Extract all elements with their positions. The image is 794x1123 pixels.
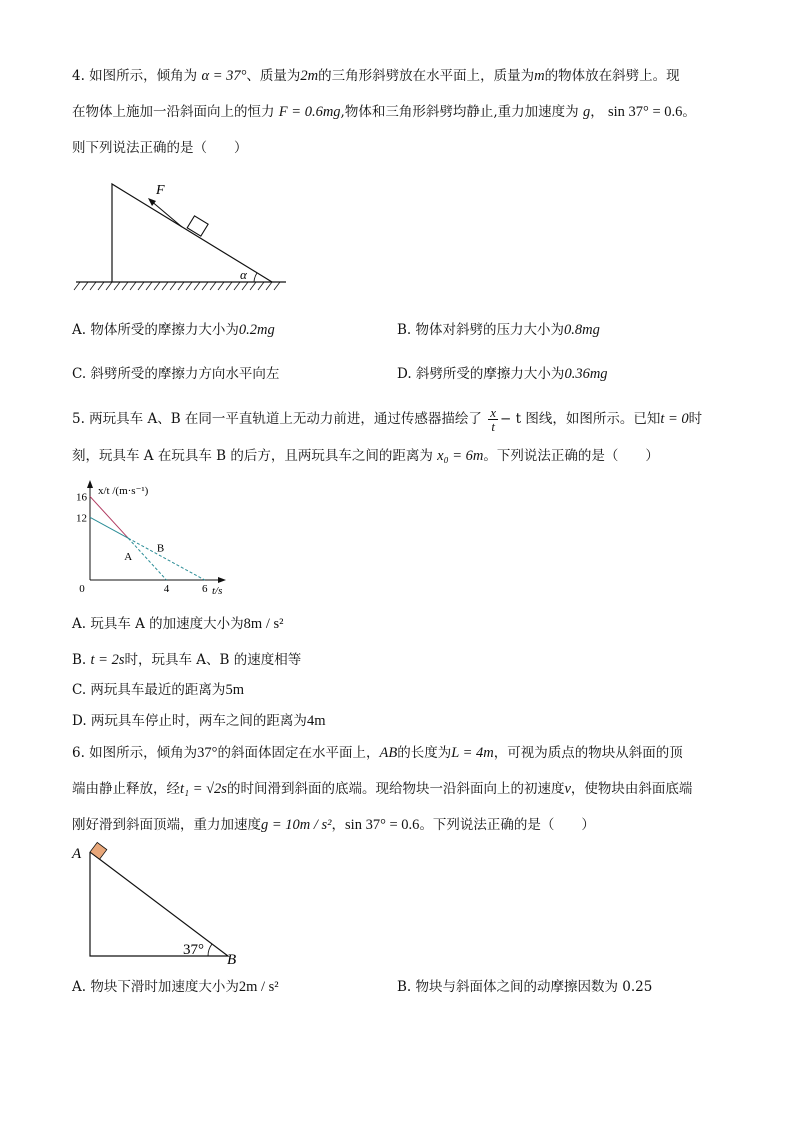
q4-line-1: 4. 如图所示，倾角为 α = 37°、质量为2m的三角形斜劈放在水平面上，质量为m的物体放在斜劈上。现	[72, 68, 680, 84]
chart-series-A-solid	[90, 496, 128, 538]
q6-option-a[interactable]: A. 物块下滑时加速度大小为2m / s²	[72, 979, 279, 995]
chart-series-B-dashed	[128, 538, 204, 580]
chart-y-label: x/t /(m·s⁻¹)	[98, 485, 149, 497]
q4-option-a[interactable]: A. 物体所受的摩擦力大小为0.2mg	[72, 322, 275, 338]
q6-option-b[interactable]: B. 物块与斜面体之间的动摩擦因数为 0.25	[397, 979, 653, 995]
chart-series-B-solid	[90, 517, 128, 538]
chart-x-tick-6: 6	[201, 583, 208, 595]
q6-label-a: A	[72, 846, 82, 862]
q5-option-a[interactable]: A. 玩具车 A 的加速度大小为8m / s²	[72, 616, 284, 632]
q6-label-b: B	[227, 952, 237, 968]
q6-line-3: 刚好滑到斜面顶端，重力加速度g = 10m / s²，sin 37° = 0.6。下列说法正确的是（ ）	[72, 817, 595, 833]
q4-wedge	[112, 184, 272, 282]
q4-angle-label: α	[240, 267, 247, 282]
q6-line-1: 6. 如图所示，倾角为37°的斜面体固定在水平面上，AB的长度为L = 4m，可视为质点的物块从斜面的顶	[72, 745, 683, 761]
q4-line-2: 在物体上施加一沿斜面向上的恒力 F = 0.6mg,物体和三角形斜劈均静止,重力加速度为 g， sin 37° = 0.6。	[72, 104, 696, 120]
q4-force-arrow	[150, 200, 182, 227]
q5-xt-chart	[70, 476, 240, 602]
q4-option-d[interactable]: D. 斜劈所受的摩擦力大小为0.36mg	[397, 366, 608, 382]
q6-triangle	[90, 852, 228, 956]
chart-x-tick-0: 0	[79, 583, 85, 595]
q6-angle-label: 37°	[183, 942, 204, 958]
q4-option-c[interactable]: C. 斜劈所受的摩擦力方向水平向左	[72, 366, 280, 382]
chart-y-tick-16: 16	[76, 491, 87, 504]
q4-incline-figure	[76, 180, 296, 292]
q5-line-2: 刻，玩具车 A 在玩具车 B 的后方，且两玩具车之间的距离为 x₀ = 6m。下列说法正确的是（ ）	[72, 448, 659, 464]
q4-line-3: 则下列说法正确的是（ ）	[72, 140, 248, 156]
q6-block	[90, 842, 107, 859]
chart-x-tick-4: 4	[163, 583, 170, 595]
q5-option-b[interactable]: B. t = 2s时，玩具车 A、B 的速度相等	[72, 652, 302, 668]
chart-x-label: t/s	[212, 585, 223, 597]
q5-option-d[interactable]: D. 两玩具车停止时，两车之间的距离为4m	[72, 713, 326, 729]
q6-line-2: 端由静止释放，经t₁ = √2s的时间滑到斜面的底端。现给物块一沿斜面向上的初速度v，使物块由斜面底端	[72, 781, 693, 797]
q4-force-label: F	[156, 183, 165, 198]
chart-series-label-B: B	[156, 542, 165, 555]
chart-series-label-A: A	[124, 550, 133, 563]
q6-incline-figure	[70, 840, 250, 966]
q4-block	[187, 216, 208, 236]
q5-option-c[interactable]: C. 两玩具车最近的距离为5m	[72, 682, 244, 698]
q4-option-b[interactable]: B. 物体对斜劈的压力大小为0.8mg	[397, 322, 600, 338]
q5-fraction: $\frac{x}{t}$	[490, 405, 497, 434]
q5-line-1: 5. 两玩具车 A、B 在同一平直轨道上无动力前进，通过传感器描绘了 $\frac{x}{t}$ − t 图线，如图所示。已知t = 0时	[72, 405, 703, 434]
chart-y-tick-12: 12	[76, 512, 87, 525]
